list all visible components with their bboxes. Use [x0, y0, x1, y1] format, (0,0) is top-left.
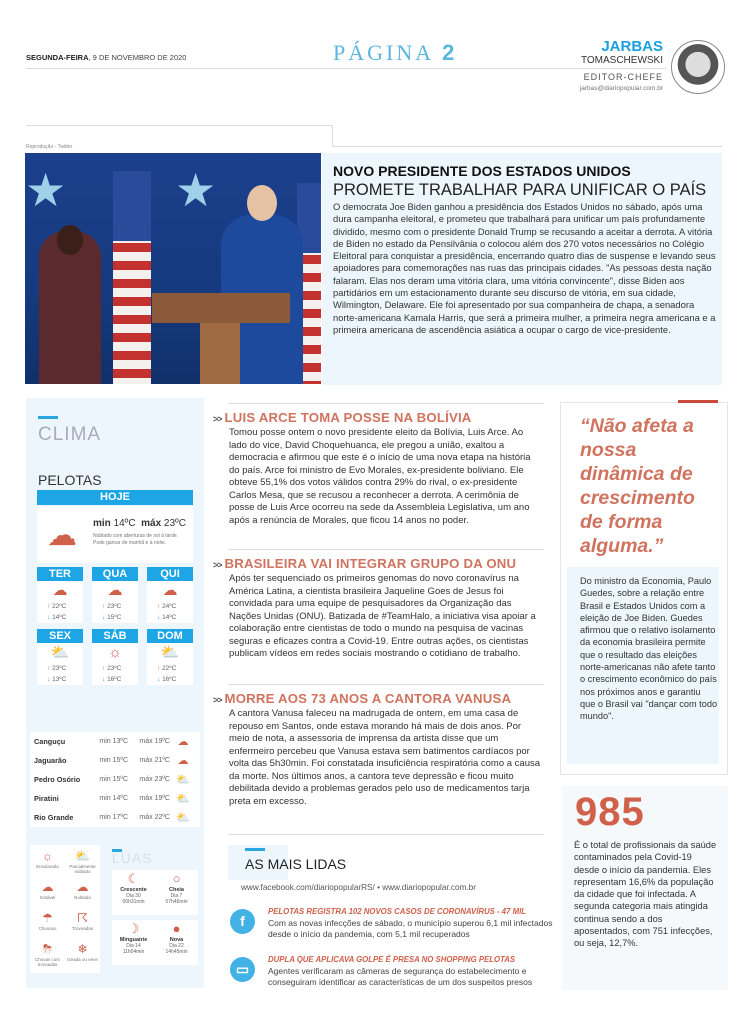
lead-body: O democrata Joe Biden ganhou a presidência dos Estados Unidos no sábado, após uma dura campanha eleitoral, e prometeu que trabalhará para unificar um país profundamente dividido, mesmo com o presidente Donald Trump se recusando a aceitar a derrota. A vitória de Biden no estado da Pensilvânia o colocou além dos 270 votos necessários no Colégio Eleitoral para conquistar a presidência, encerrando quatro dias de suspense e levando seus apoiadores para comemorações nas ruas das principais cidades. "As pessoas desta nação falaram. Elas nos deram uma vitória clara, uma vitória convincente", disse Biden aos partidários em um estacionamento durante seu discurso de vitória, em sua cidade, Wilmington, Delaware. Ele foi apresentado por sua companheira de chapa, a senadora norte-americana Kamala Harris, que será a primeira mulher, a primeira negra americana e a primeira americana de ascendência asiática a ocupar o cargo de vice-presidente.	[333, 201, 716, 335]
story	[213, 691, 543, 808]
full-moon-icon: ○	[172, 871, 181, 886]
regional-cities	[30, 732, 200, 827]
day-forecast: QUA ☁ ↑ 23ºC ↓ 15ºC	[92, 567, 138, 623]
most-read-headline[interactable]: PELOTAS REGISTRA 102 NOVOS CASOS DE CORONAVÍRUS - 47 MIL	[268, 907, 527, 916]
podium	[152, 293, 290, 323]
city-row: Canguçu min 13ºC máx 19ºC ☁	[30, 732, 200, 751]
star-icon: ★	[25, 164, 67, 216]
lead-photo	[25, 153, 321, 384]
day-forecast: SÁB ☼ ↑ 23ºC ↓ 16ºC	[92, 629, 138, 685]
moon-phase: ☽ Minguante Dia 14 11h04min	[112, 920, 155, 965]
day-forecast: SEX ⛅ ↑ 23ºC ↓ 13ºC	[37, 629, 83, 685]
lead-subtitle: PROMETE TRABALHAR PARA UNIFICAR O PAÍS	[333, 181, 707, 199]
waning-moon-icon: ☽	[127, 921, 140, 936]
quote-source: Do ministro da Economia, Paulo Guedes, sobre a relação entre Brasil e Estados Unidos com a eleição de Joe Biden. Guedes afirmou que o relativo isolamento da economia brasileira permite que o resultado das eleições norte-americanas não afete tanto o crescimento econômico do país nos próximos anos e garantiu que o Brasil vai "dançar com todo mundo".	[580, 576, 718, 722]
story-title: >> LUIS ARCE TOMA POSSE NA BOLÍVIA	[213, 410, 472, 425]
cloud-sun-icon: ⛅	[50, 644, 70, 661]
cloud-sun-rain-icon: ☁	[47, 519, 77, 552]
city-row: Pedro Osório min 15ºC máx 23ºC ⛅	[30, 770, 200, 789]
cloud-sun-rain-icon: ☁	[107, 582, 123, 599]
weather-title: CLIMA	[38, 424, 102, 445]
cloud-sun-rain-icon: ☁	[41, 880, 54, 894]
cloud-sun-icon: ⛅	[176, 812, 190, 824]
cloud-icon: ☁	[177, 736, 189, 748]
rain-icon: ☂	[42, 911, 53, 925]
flag	[113, 171, 151, 384]
editor-last-name: TOMASCHEWSKI	[580, 55, 663, 66]
legend-item: ❄ Geada ou neve	[65, 942, 100, 973]
weather-panel	[26, 398, 204, 988]
lead-title: NOVO PRESIDENTE DOS ESTADOS UNIDOS	[333, 163, 631, 179]
cloud-icon: ☁	[177, 755, 189, 767]
person-harris	[39, 231, 101, 384]
legend-item: ⛅ Parcialmente nublado	[65, 849, 100, 880]
divider	[228, 549, 544, 550]
moon-phase: ● Nova Dia 22 14h45min	[155, 920, 198, 965]
edition-date	[26, 53, 186, 62]
lead-article	[333, 163, 718, 336]
cloud-sun-icon: ⛅	[75, 849, 90, 863]
cloud-sun-icon: ⛅	[176, 774, 190, 786]
new-moon-icon: ●	[172, 921, 181, 936]
most-read-headline[interactable]: DUPLA QUE APLICAVA GOLPE É PRESA NO SHOPPING PELOTAS	[268, 955, 516, 964]
most-read-summary: Agentes verificaram as câmeras de segurança do estabelecimento e conseguiram identificar as características de um dos suspeitos presos	[268, 966, 533, 987]
moon-phases	[112, 920, 198, 965]
divider	[332, 146, 722, 147]
photo-credit: Reprodução - Twitter	[26, 144, 73, 150]
legend-item: ☁ Instável	[30, 880, 65, 911]
divider	[228, 834, 544, 835]
story	[213, 556, 543, 661]
facebook-icon: f	[230, 909, 255, 934]
divider	[228, 403, 544, 404]
storm-icon: ⛈	[42, 942, 53, 956]
page-number: 2	[442, 40, 455, 65]
story-body: Após ter sequenciado os primeiros genomas do novo coronavírus na América Latina, a cientista brasileira Jaqueline Goes de Jesus foi convidada para uma equipe de pesquisadores da Organização das Nações Unidas (ONU). Batizada de #TeamHalo, a iniciativa visa apoiar a colaboração entre cientistas de todo o mundo na pesquisa de vacinas seguras e eficazes contra a Covid-19. Entre outras ações, os cientistas publicam vídeos em redes sociais mostrando o cotidiano de trabalho.	[229, 573, 536, 659]
editor-email[interactable]: jarbas@diariopopular.com.br	[579, 85, 663, 92]
most-read-urls[interactable]: www.facebook.com/diariopopularRS/ • www.diariopopular.com.br	[241, 883, 476, 892]
podium-base	[200, 323, 240, 384]
header-divider	[26, 68, 666, 69]
day-forecast: QUI ☁ ↑ 24ºC ↓ 14ºC	[147, 567, 193, 623]
editor-role: EDITOR-CHEFE	[583, 72, 663, 82]
weekday: SEGUNDA-FEIRA	[26, 53, 89, 62]
divider	[228, 684, 544, 685]
today-label: HOJE	[37, 490, 193, 505]
city-row: Rio Grande min 17ºC máx 22ºC ⛅	[30, 808, 200, 827]
city-row: Piratini min 14ºC máx 19ºC ⛅	[30, 789, 200, 808]
big-number: 985	[575, 790, 645, 834]
moon-phase: ○ Cheia Dia 7 07h46min	[155, 870, 198, 915]
cloud-sun-rain-icon: ☁	[162, 582, 178, 599]
legend-item: ⛈ Chuvas com trovoadas	[30, 942, 65, 973]
cloud-sun-icon: ⛅	[160, 644, 180, 661]
today-description: Nublado com aberturas de sol à tarde. Pode garoar de manhã e à noite.	[93, 533, 179, 546]
cloud-sun-icon: ⛅	[176, 793, 190, 805]
most-read-title: AS MAIS LIDAS	[245, 856, 347, 872]
accent-bar	[678, 400, 718, 403]
waxing-moon-icon: ☾	[127, 871, 140, 886]
day-forecast: DOM ⛅ ↑ 22ºC ↓ 16ºC	[147, 629, 193, 685]
accent-bar	[38, 416, 58, 419]
divider	[332, 125, 333, 147]
page-label: PÁGINA	[333, 40, 435, 65]
week-forecast	[37, 567, 193, 685]
weather-city: PELOTAS	[38, 472, 102, 488]
cloud-icon: ☁	[76, 880, 89, 894]
today-forecast	[37, 506, 193, 563]
story-body: Tomou posse ontem o novo presidente eleito da Bolívia, Luis Arce. Ao lado do vice, David Choquehuanca, ele pregou a união, exaltou a democracia e afirmou que este é o início de uma nova etapa na história do país. Arce foi ministro de Evo Morales, ex-presidente boliviano. Ele obteve 55,1% dos votos válidos contra 29% do rival, o ex-presidente Carlos Mesa, que se recusou a reconhecer a derrota. A cerimônia de posse de Luis Arce ocorreu na sede da Assembleia Legislativa, um ano após a renúncia de Morales, que ficou 14 anos no poder.	[229, 427, 531, 526]
moon-phases	[112, 870, 198, 915]
page-title	[333, 40, 454, 66]
today-temps: min 14ºC máx 23ºC	[93, 518, 186, 529]
computer-icon: ▭	[230, 957, 255, 982]
editor-first-name: JARBAS	[601, 38, 663, 55]
story-title: >> MORRE AOS 73 ANOS A CANTORA VANUSA	[213, 691, 512, 706]
most-read-summary: Com as novas infecções de sábado, o município superou 6,1 mil infectados desde o início da pandemia, com 5,1 mil recuperados	[268, 918, 553, 939]
city-row: Jaguarão min 15ºC máx 21ºC ☁	[30, 751, 200, 770]
accent-bar	[245, 848, 265, 851]
day-forecast: TER ☁ ↑ 22ºC ↓ 14ºC	[37, 567, 83, 623]
snow-icon: ❄	[77, 942, 88, 956]
pull-quote: “Não afeta a nossa dinâmica de crescimento de forma alguma.”	[580, 415, 695, 557]
legend-item: ☼ Ensolarado	[30, 849, 65, 880]
editor-avatar	[671, 40, 725, 94]
sun-icon: ☼	[108, 644, 122, 661]
date: , 9 DE NOVEMBRO DE 2020	[88, 53, 187, 62]
legend-item: ☁ Nublado	[65, 880, 100, 911]
legend-item: ☈ Trovoadas	[65, 911, 100, 942]
number-caption: É o total de profissionais da saúde contaminados pela Covid-19 desde o início da pandemia. Eles representam 16,6% da população da cidade que foi infectada. A segunda categoria mais atingida continua sendo a dos aposentados, com 751 infecções, ou seja, 12,7%.	[574, 840, 717, 949]
legend-item: ☂ Chuvoso	[30, 911, 65, 942]
star-icon: ★	[175, 164, 217, 216]
moons-title: LUAS	[112, 850, 153, 866]
cloud-sun-rain-icon: ☁	[52, 582, 68, 599]
story-body: A cantora Vanusa faleceu na madrugada de ontem, em uma casa de repouso em Santos, onde estava morando há mais de dois anos. Por meio de nota, a assessoria de imprensa da artista disse que um enfermeiro percebeu que Vanusa estava sem batimentos cardíacos por volta das 5h30min. Foi constatada insuficiência respiratória como a causa da morte. Nos últimos anos, a cantora teve depressão e ficou muito debilitada devido a problemas gerados pelo uso de medicamentos tarja preta em excesso.	[229, 708, 541, 807]
story-title: >> BRASILEIRA VAI INTEGRAR GRUPO DA ONU	[213, 556, 517, 571]
thunder-icon: ☈	[77, 911, 88, 925]
moon-phase: ☾ Crescente Dia 30 00h31min	[112, 870, 155, 915]
divider	[26, 125, 332, 126]
sun-icon: ☼	[42, 849, 53, 863]
weather-legend	[30, 845, 100, 973]
story	[213, 410, 543, 527]
